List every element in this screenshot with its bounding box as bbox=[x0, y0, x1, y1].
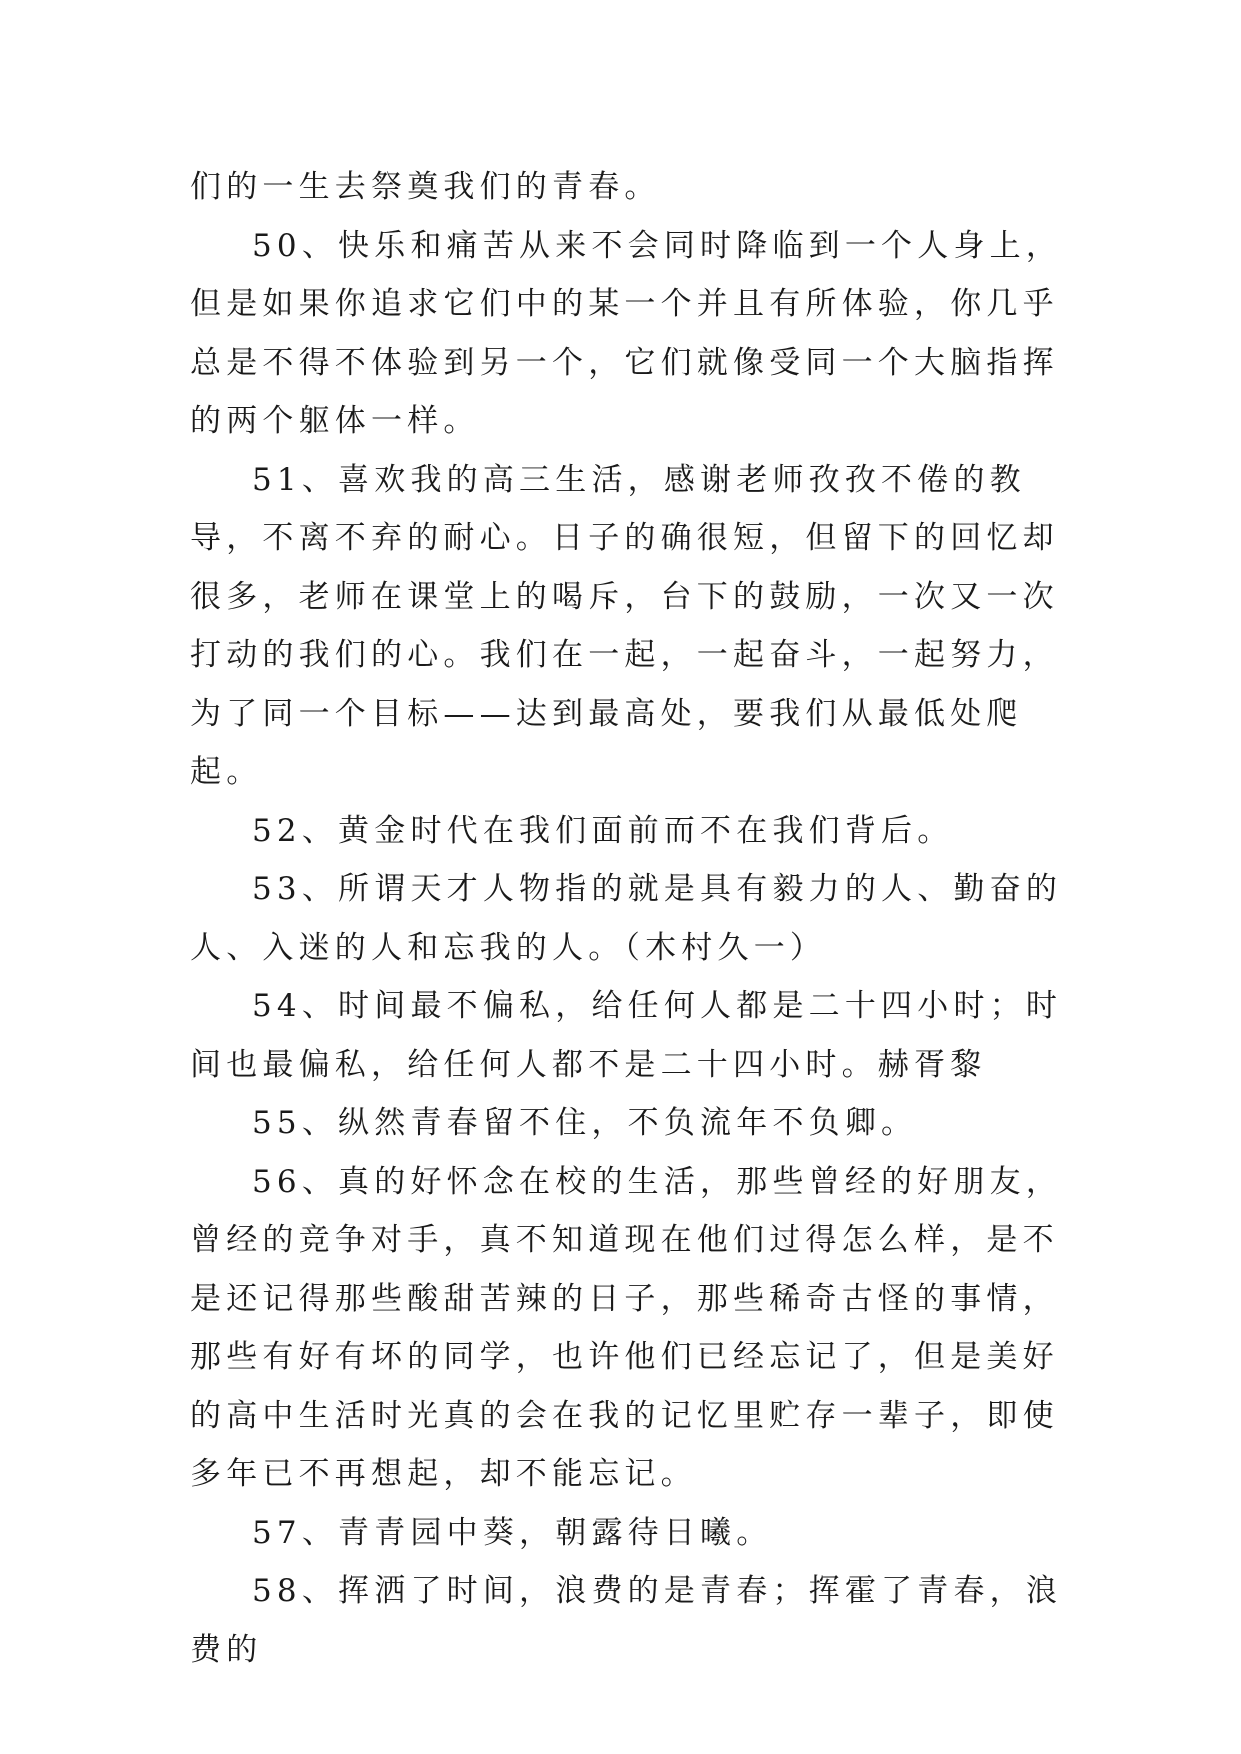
paragraph-56: 56、真的好怀念在校的生活，那些曾经的好朋友，曾经的竞争对手，真不知道现在他们过得怎么样，是不是还记得那些酸甜苦辣的日子，那些稀奇古怪的事情，那些有好有坏的同学，也许他们已经忘记了，但是美好的高中生活时光真的会在我的记忆里贮存一辈子，即使多年已不再想起，却不能忘记。 bbox=[190, 1163, 1063, 1492]
paragraph-55: 55、纵然青春留不住，不负流年不负卿。 bbox=[252, 1105, 918, 1141]
paragraph-58: 58、挥洒了时间，浪费的是青春；挥霍了青春，浪费的 bbox=[190, 1573, 1063, 1668]
document-body bbox=[190, 158, 1070, 1679]
paragraph-51: 51、喜欢我的高三生活，感谢老师孜孜不倦的教导，不离不弃的耐心。日子的确很短，但留下的回忆却很多，老师在课堂上的喝斥，台下的鼓励，一次又一次打动的我们的心。我们在一起，一起奋斗，一起努力，为了同一个目标——达到最高处，要我们从最低处爬起。 bbox=[190, 461, 1059, 790]
paragraph-57: 57、青青园中葵，朝露待日曦。 bbox=[252, 1514, 773, 1551]
paragraph-52: 52、黄金时代在我们面前而不在我们背后。 bbox=[252, 812, 954, 849]
paragraph-50: 50、快乐和痛苦从来不会同时降临到一个人身上，但是如果你追求它们中的某一个并且有所体验，你几乎总是不得不体验到另一个，它们就像受同一个大脑指挥的两个躯体一样。 bbox=[190, 227, 1063, 439]
paragraph-continuation: 们的一生去祭奠我们的青春。 bbox=[190, 169, 661, 205]
paragraph-54: 54、时间最不偏私，给任何人都是二十四小时；时间也最偏私，给任何人都不是二十四小时。赫胥黎 bbox=[190, 988, 1063, 1083]
paragraph-53: 53、所谓天才人物指的就是具有毅力的人、勤奋的人、入迷的人和忘我的人。（木村久一） bbox=[190, 871, 1063, 966]
